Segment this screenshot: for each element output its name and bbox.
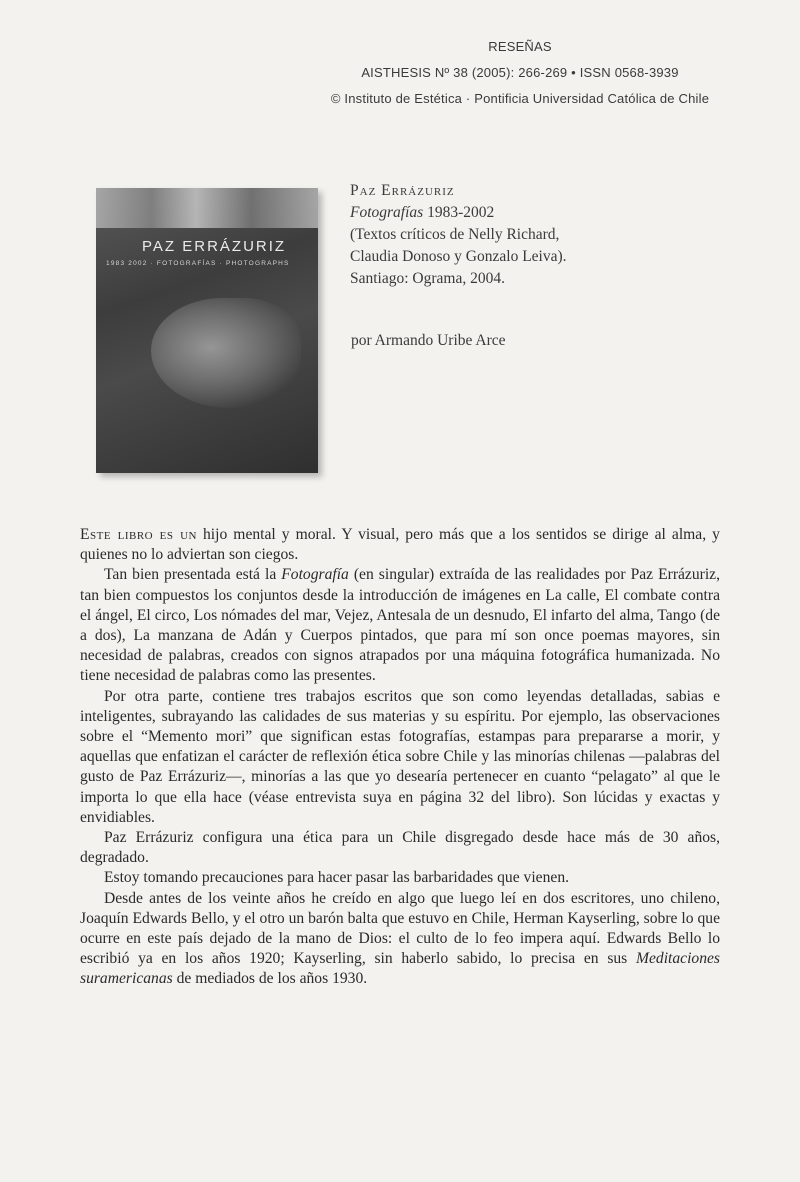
paragraph-6	[80, 889, 720, 990]
paragraph-2-b: (en singular) extraída de las realidades por Paz Errázuriz, tan bien compuestos los conjuntos desde la introducción de imágenes en La calle, El combate contra el ángel, El circo, Los nómades del mar, Vejez, Antesala de un desnudo, El infarto del alma, Tango (de a dos), La manzana de Adán y Cuerpos pintados, que para mí son once poemas mayores, sin necesidad de palabras, creados con signos atrapados por una máquina fotográfica humanizada. No tiene necesidad de palabras como las presentes.	[80, 566, 720, 685]
paragraph-4: Paz Errázuriz configura una ética para un Chile disgregado desde hace más de 30 años, degradado.	[80, 829, 720, 867]
paragraph-5: Estoy tomando precauciones para hacer pasar las barbaridades que vienen.	[104, 869, 570, 887]
paragraph-2-emphasis: Fotografía	[281, 566, 349, 584]
citation-publisher: Santiago: Ograma, 2004.	[350, 270, 505, 287]
cover-hands-photo	[151, 298, 301, 408]
review-body	[80, 525, 720, 990]
paragraph-6-emphasis: Meditaciones suramericanas	[80, 950, 720, 988]
running-header	[300, 34, 740, 112]
citation-author: Paz Errázuriz	[350, 182, 455, 199]
citation-years: 1983-2002	[423, 204, 495, 221]
section-label: RESEÑAS	[488, 39, 552, 54]
review-byline: por Armando Uribe Arce	[351, 332, 506, 349]
cover-subtitle: 1983 2002 · FOTOGRAFÍAS · PHOTOGRAPHS	[106, 260, 290, 267]
cover-title: PAZ ERRÁZURIZ	[142, 238, 287, 255]
paragraph-1-rest: hijo mental y moral. Y visual, pero más que a los sentidos se dirige al alma, y quienes no lo adviertan son ciegos.	[80, 526, 720, 564]
paragraph-2-a: Tan bien presentada está la	[104, 566, 282, 584]
journal-citation: AISTHESIS Nº 38 (2005): 266-269 • ISSN 0568-3939	[361, 65, 679, 80]
citation-title: Fotografías	[350, 204, 424, 221]
book-cover-image	[96, 188, 318, 473]
paragraph-1-lead: Este libro es un	[80, 526, 197, 543]
citation-title-line	[350, 202, 750, 224]
cover-photo-band	[96, 188, 318, 228]
citation-texts-2: Claudia Donoso y Gonzalo Leiva).	[350, 248, 567, 265]
paragraph-1	[80, 525, 720, 565]
copyright-line: © Instituto de Estética · Pontificia Universidad Católica de Chile	[330, 91, 710, 106]
citation-texts: (Textos críticos de Nelly Richard,	[350, 226, 560, 243]
paragraph-3: Por otra parte, contiene tres trabajos escritos que son como leyendas detalladas, sabias e inteligentes, subrayando las calidades de sus materias y su espíritu. Por ejemplo, las observaciones sobre el “Memento mori” que significan estas fotografías, estampas para prepararse a morir, y aquellas que enfatizan el carácter de reflexión ética sobre Chile y las minorías chilenas —palabras del gusto de Paz Errázuriz—, minorías a las que yo desearía pertenecer en cuanto “pelagato” al que le importa lo que ella hace (véase entrevista suya en página 32 del libro). Son lúcidas y exactas y envidiables.	[80, 687, 720, 826]
paragraph-6-b: de mediados de los años 1930.	[172, 970, 368, 988]
paragraph-2	[80, 565, 720, 686]
paragraph-6-a: Desde antes de los veinte años he creído en algo que luego leí en dos escritores, uno chileno, Joaquín Edwards Bello, y el otro un barón balta que estuvo en Chile, Herman Kayserling, sobre lo que ocurre en este país dejado de la mano de Dios: el culto de lo feo impera aquí. Edwards Bello lo escribió ya en los años 1920; Kayserling, sin haberlo sabido, lo precisa en sus	[80, 889, 720, 968]
book-citation	[350, 180, 750, 290]
